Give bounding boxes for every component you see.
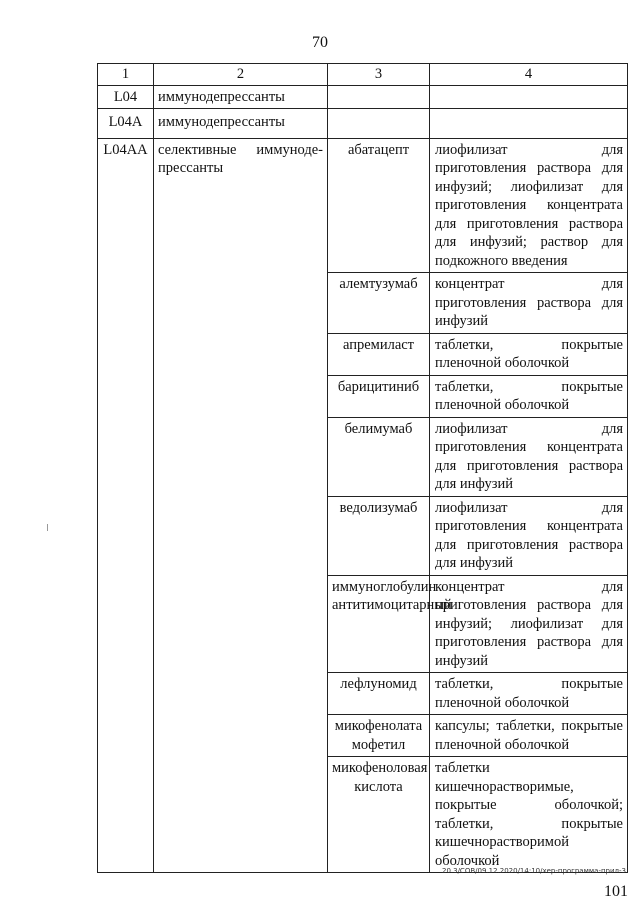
table-row	[98, 109, 628, 139]
drug-name: иммуноглобулин антитимоцитарный	[328, 575, 430, 673]
dosage-forms: таблетки, покрытые пленочной оболочкой	[430, 375, 628, 417]
footer-code: 20.3/СОВ/09.12.2020/14:10/хер-программа-прил-3	[441, 867, 626, 875]
group-name: иммунодепрессанты	[154, 109, 328, 139]
drug-name: апремиласт	[328, 333, 430, 375]
dosage-forms: лиофилизат для приготовления раствора для инфузий; лиофилизат для приготовления концентрата для приготовления раствора для инфузий; раствор для подкожного введения	[430, 138, 628, 273]
drug-name: белимумаб	[328, 417, 430, 496]
atc-code: L04	[98, 85, 154, 109]
header-col-4: 4	[430, 64, 628, 86]
dosage-forms: лиофилизат для приготовления концентрата для приготовления раствора для инфузий	[430, 496, 628, 575]
drug-name: лефлуномид	[328, 673, 430, 715]
drug-name: микофеноловая кислота	[328, 757, 430, 873]
dosage-forms: таблетки, покрытые пленочной оболочкой	[430, 673, 628, 715]
page-number: 70	[312, 34, 328, 51]
header-col-1: 1	[98, 64, 154, 86]
drug-name: абатацепт	[328, 138, 430, 273]
atc-code: L04A	[98, 109, 154, 139]
drug-name: микофенолата мофетил	[328, 715, 430, 757]
empty-cell	[430, 85, 628, 109]
empty-cell	[328, 85, 430, 109]
drug-name: барицитиниб	[328, 375, 430, 417]
group-name: селективные иммуноде-прессанты	[154, 138, 328, 873]
dosage-forms: концентрат для приготовления раствора для инфузий; лиофилизат для приготовления раствора для инфузий	[430, 575, 628, 673]
drug-name: алемтузумаб	[328, 273, 430, 334]
dosage-forms: таблетки, покрытые пленочной оболочкой	[430, 333, 628, 375]
atc-code: L04AA	[98, 138, 154, 873]
group-name: иммунодепрессанты	[154, 85, 328, 109]
drug-name: ведолизумаб	[328, 496, 430, 575]
empty-cell	[328, 109, 430, 139]
header-row	[98, 64, 628, 86]
header-col-2: 2	[154, 64, 328, 86]
header-col-3: 3	[328, 64, 430, 86]
table-row	[98, 138, 628, 273]
dosage-forms: капсулы; таблетки, покрытые пленочной оболочкой	[430, 715, 628, 757]
document-page-number: 101	[604, 883, 628, 900]
table-row	[98, 85, 628, 109]
empty-cell	[430, 109, 628, 139]
dosage-forms: концентрат для приготовления раствора для инфузий	[430, 273, 628, 334]
dosage-forms: таблетки кишечнорастворимые, покрытые оболочкой; таблетки, покрытые кишечнорастворимой оболочкой	[430, 757, 628, 873]
scan-mark	[47, 524, 48, 531]
dosage-forms: лиофилизат для приготовления концентрата для приготовления раствора для инфузий	[430, 417, 628, 496]
drug-table	[97, 63, 628, 873]
